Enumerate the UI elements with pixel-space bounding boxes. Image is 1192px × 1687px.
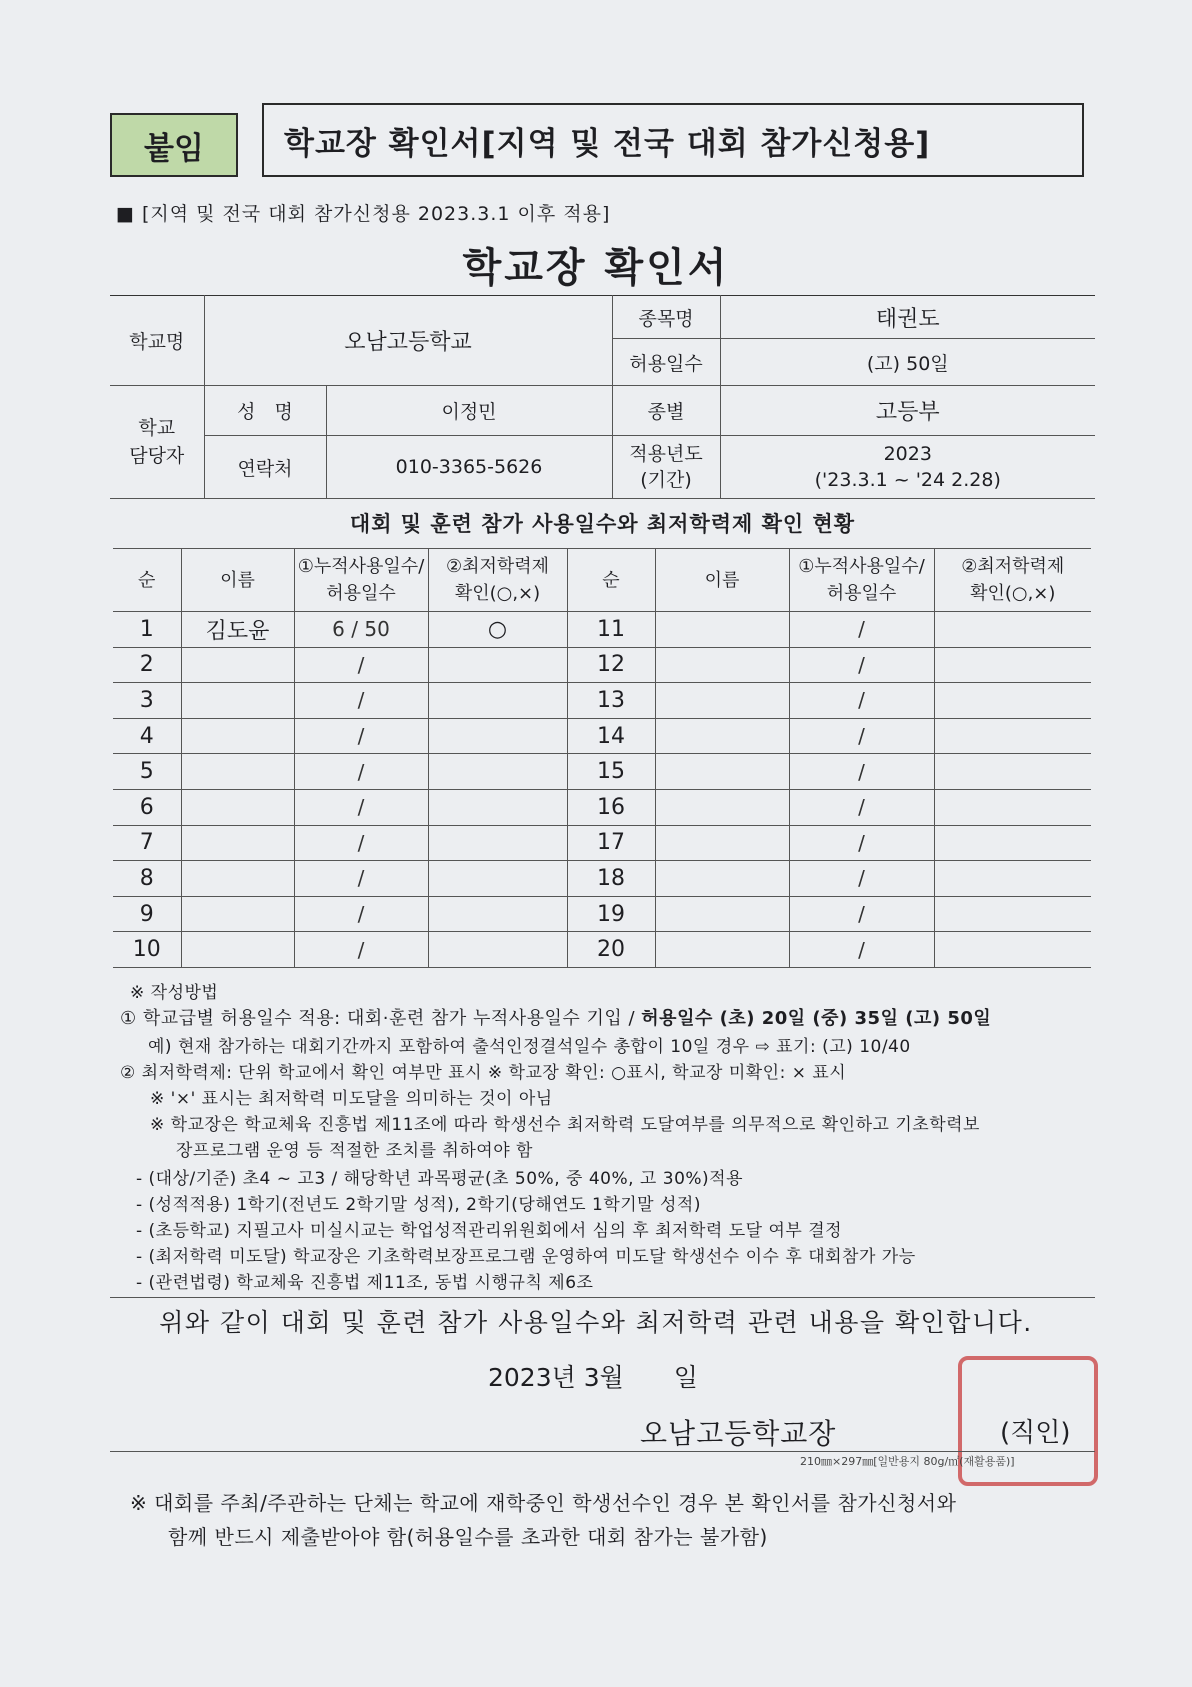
dash-item-5: - (관련법령) 학교체육 진흥법 제11조, 동법 시행규칙 제6조	[136, 1273, 594, 1293]
note-2-cont: 장프로그램 운영 등 적절한 조치를 취하여야 함	[176, 1141, 533, 1161]
allowed-days-value: (고) 50일	[720, 339, 1095, 386]
row-name	[655, 754, 789, 790]
note-1: ※ '×' 표시는 최저학력 미도달을 의미하는 것이 아님	[150, 1089, 553, 1109]
table-row	[113, 932, 1091, 968]
attachment-tag: 붙임	[110, 113, 238, 177]
row-name	[655, 718, 789, 754]
table-row	[113, 718, 1091, 754]
school-label: 학교명	[110, 296, 204, 386]
header-days: ①누적사용일수/ 허용일수	[789, 549, 934, 612]
table-row	[113, 861, 1091, 897]
row-name	[655, 896, 789, 932]
row-days: /	[294, 647, 428, 683]
date: 2023년 3월 일	[488, 1363, 698, 1392]
row-name	[181, 754, 294, 790]
row-check	[934, 718, 1091, 754]
row-days: /	[789, 718, 934, 754]
contact-label: 연락처	[204, 436, 326, 499]
row-days: /	[789, 896, 934, 932]
row-name	[655, 647, 789, 683]
row-check	[428, 932, 567, 968]
sport-label: 종목명	[612, 296, 720, 339]
table-row	[113, 789, 1091, 825]
row-no: 9	[113, 896, 181, 932]
row-no: 18	[567, 861, 655, 897]
header-title: 학교장 확인서[지역 및 전국 대회 참가신청용]	[262, 103, 1084, 177]
row-days: /	[294, 825, 428, 861]
row-days: /	[294, 789, 428, 825]
table-row	[113, 647, 1091, 683]
seal-label: (직인)	[1000, 1418, 1071, 1448]
row-check: ○	[428, 612, 567, 648]
dash-item-1: - (대상/기준) 초4 ~ 고3 / 해당학년 과목평균(초 50%, 중 40%, 고 30%)적용	[136, 1169, 744, 1189]
row-name	[181, 825, 294, 861]
table-row	[113, 612, 1091, 648]
row-name	[181, 932, 294, 968]
category-value: 고등부	[720, 386, 1095, 436]
row-days: /	[294, 896, 428, 932]
row-name	[655, 612, 789, 648]
row-check	[934, 789, 1091, 825]
row-days: /	[789, 932, 934, 968]
row-check	[428, 861, 567, 897]
row-check	[934, 932, 1091, 968]
instruction-example: 예) 현재 참가하는 대회기간까지 포함하여 출석인정결석일수 총합이 10일 경우 ⇨ 표기: (고) 10/40	[148, 1037, 911, 1057]
info-table	[110, 295, 1095, 499]
row-no: 2	[113, 647, 181, 683]
paper-spec: 210㎜×297㎜[일반용지 80g/㎡(재활용품)]	[800, 1455, 1015, 1468]
row-check	[428, 896, 567, 932]
row-days: /	[294, 683, 428, 719]
divider	[110, 1297, 1095, 1298]
row-name	[655, 861, 789, 897]
table-row	[113, 754, 1091, 790]
row-no: 10	[113, 932, 181, 968]
row-name	[655, 683, 789, 719]
instructions-title: ※ 작성방법	[130, 983, 219, 1003]
year-label: 적용년도 (기간)	[612, 436, 720, 499]
row-days: 6 / 50	[294, 612, 428, 648]
header-min: ②최저학력제 확인(○,×)	[934, 549, 1091, 612]
sport-value: 태권도	[720, 296, 1095, 339]
header-min: ②최저학력제 확인(○,×)	[428, 549, 567, 612]
document-title: 학교장 확인서	[462, 245, 730, 291]
header-name: 이름	[181, 549, 294, 612]
name-label: 성 명	[204, 386, 326, 436]
row-name	[181, 789, 294, 825]
apply-note: ■ [지역 및 전국 대회 참가신청용 2023.3.1 이후 적용]	[116, 203, 611, 225]
row-days: /	[789, 789, 934, 825]
row-check	[428, 825, 567, 861]
row-days: /	[789, 683, 934, 719]
row-no: 7	[113, 825, 181, 861]
row-no: 3	[113, 683, 181, 719]
row-check	[934, 861, 1091, 897]
row-name: 김도윤	[181, 612, 294, 648]
row-name	[181, 718, 294, 754]
dash-item-4: - (최저학력 미도달) 학교장은 기초학력보장프로그램 운영하여 미도달 학생선수 이수 후 대회참가 가능	[136, 1247, 916, 1267]
contact-value: 010-3365-5626	[326, 436, 612, 499]
row-no: 6	[113, 789, 181, 825]
note-2: ※ 학교장은 학교체육 진흥법 제11조에 따라 학생선수 최저학력 도달여부를 의무적으로 확인하고 기초학력보	[150, 1115, 980, 1135]
row-check	[934, 754, 1091, 790]
row-name	[655, 932, 789, 968]
manager-label: 학교 담당자	[110, 386, 204, 499]
row-name	[181, 683, 294, 719]
row-check	[428, 754, 567, 790]
row-check	[428, 647, 567, 683]
row-days: /	[294, 754, 428, 790]
roster-table	[113, 548, 1091, 968]
header-no: 순	[567, 549, 655, 612]
row-days: /	[789, 612, 934, 648]
row-no: 19	[567, 896, 655, 932]
row-name	[181, 896, 294, 932]
row-check	[934, 612, 1091, 648]
table-row	[113, 896, 1091, 932]
divider	[110, 1451, 1095, 1452]
allowed-days-label: 허용일수	[612, 339, 720, 386]
row-no: 5	[113, 754, 181, 790]
row-no: 1	[113, 612, 181, 648]
row-days: /	[789, 647, 934, 683]
category-label: 종별	[612, 386, 720, 436]
row-name	[655, 825, 789, 861]
confirm-statement: 위와 같이 대회 및 훈련 참가 사용일수와 최저학력 관련 내용을 확인합니다.	[159, 1308, 1033, 1337]
table-row	[113, 683, 1091, 719]
row-no: 16	[567, 789, 655, 825]
row-no: 11	[567, 612, 655, 648]
row-no: 4	[113, 718, 181, 754]
row-name	[655, 789, 789, 825]
row-no: 15	[567, 754, 655, 790]
header-no: 순	[113, 549, 181, 612]
row-name	[181, 647, 294, 683]
year-value: 2023 ('23.3.1 ~ '24 2.28)	[720, 436, 1095, 499]
row-days: /	[294, 861, 428, 897]
row-check	[934, 647, 1091, 683]
instruction-item-2: ② 최저학력제: 단위 학교에서 확인 여부만 표시 ※ 학교장 확인: ○표시, 학교장 미확인: × 표시	[120, 1063, 847, 1083]
section-title: 대회 및 훈련 참가 사용일수와 최저학력제 확인 현황	[349, 512, 856, 536]
roster-body	[113, 612, 1091, 968]
row-days: /	[789, 825, 934, 861]
row-days: /	[789, 861, 934, 897]
footer-line-2: 함께 반드시 제출받아야 함(허용일수를 초과한 대회 참가는 불가함)	[168, 1525, 768, 1549]
footer-line-1: ※ 대회를 주최/주관하는 단체는 학교에 재학중인 학생선수인 경우 본 확인서를 참가신청서와	[130, 1491, 957, 1515]
row-name	[181, 861, 294, 897]
dash-item-2: - (성적적용) 1학기(전년도 2학기말 성적), 2학기(당해연도 1학기말 성적)	[136, 1195, 701, 1215]
row-no: 12	[567, 647, 655, 683]
row-no: 20	[567, 932, 655, 968]
row-no: 13	[567, 683, 655, 719]
row-no: 8	[113, 861, 181, 897]
instruction-item-1: ① 학교급별 허용일수 적용: 대회·훈련 참가 누적사용일수 기입 / 허용일수 (초) 20일 (중) 35일 (고) 50일	[120, 1008, 992, 1029]
row-check	[934, 825, 1091, 861]
row-days: /	[294, 718, 428, 754]
row-check	[934, 896, 1091, 932]
school-value: 오남고등학교	[204, 296, 612, 386]
row-days: /	[294, 932, 428, 968]
table-row	[113, 825, 1091, 861]
row-days: /	[789, 754, 934, 790]
name-value: 이정민	[326, 386, 612, 436]
row-no: 14	[567, 718, 655, 754]
row-check	[934, 683, 1091, 719]
row-no: 17	[567, 825, 655, 861]
row-check	[428, 789, 567, 825]
header-days: ①누적사용일수/ 허용일수	[294, 549, 428, 612]
dash-item-3: - (초등학교) 지필고사 미실시교는 학업성적관리위원회에서 심의 후 최저학력 도달 여부 결정	[136, 1221, 843, 1241]
row-check	[428, 683, 567, 719]
header-name: 이름	[655, 549, 789, 612]
row-check	[428, 718, 567, 754]
footer-note	[130, 1486, 1090, 1554]
principal-name: 오남고등학교장	[640, 1417, 837, 1450]
